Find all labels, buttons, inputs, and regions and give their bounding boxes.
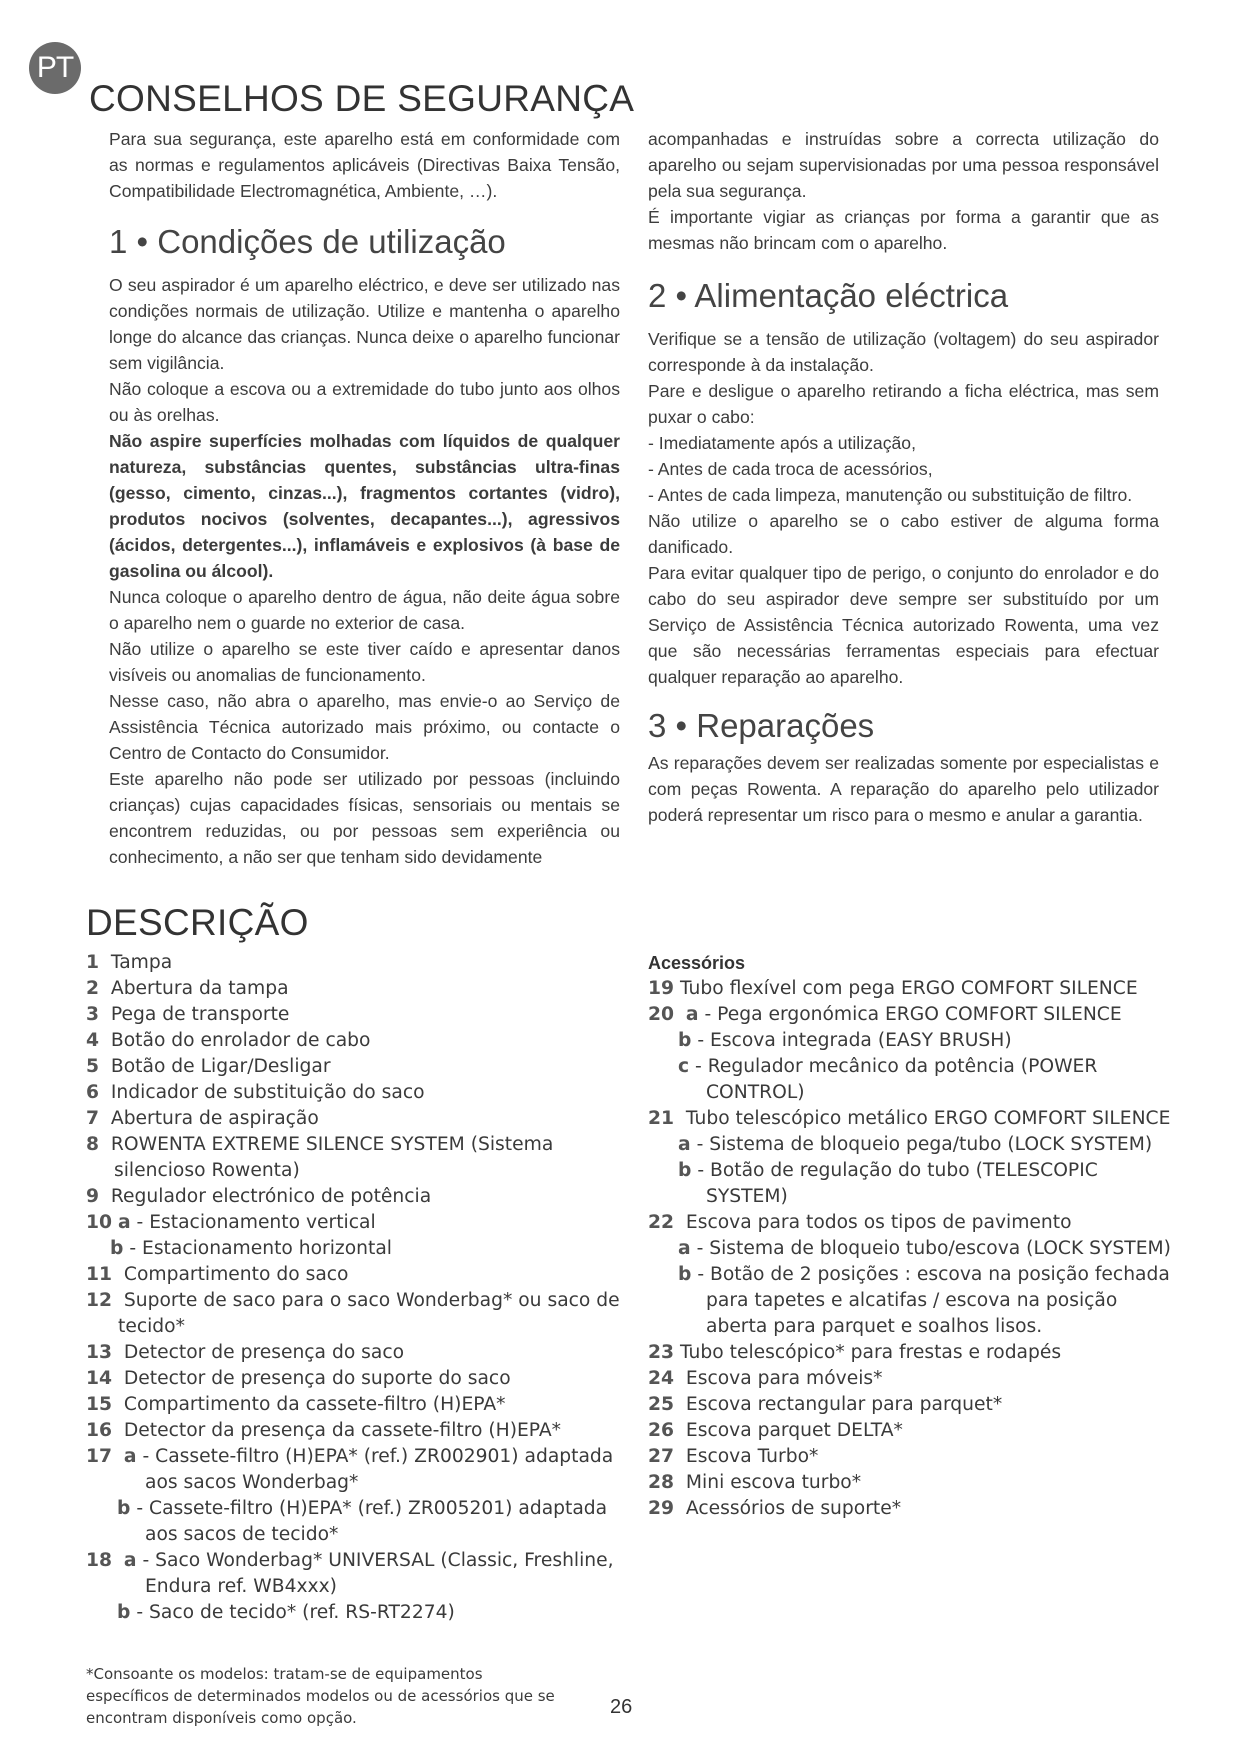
list-item: b - Saco de tecido* (ref. RS-RT2274) bbox=[117, 1602, 455, 1623]
list-item: 16 Detector da presença da cassete-filtro (H)EPA* bbox=[86, 1420, 561, 1441]
list-item: 2 Abertura da tampa bbox=[86, 978, 289, 999]
section-1-title: 1 • Condições de utilização bbox=[109, 223, 506, 260]
s1-warning-paragraph: Não aspire superfícies molhadas com líquidos de qualquer natureza, substâncias quentes, substâncias ultra-finas (gesso, cimento, cinzas...), fragmentos cortantes (vidro), produtos nocivos (solventes, decapantes...), agressivos (ácidos, detergentes...), inflamáveis e explosivos (à base de gasolina ou álcool). bbox=[109, 431, 620, 581]
list-item: 17 a - Cassete-filtro (H)EPA* (ref.) ZR002901) adaptada aos sacos Wonderbag* bbox=[86, 1446, 614, 1493]
list-item: 25 Escova rectangular para parquet* bbox=[648, 1394, 1003, 1415]
s1-paragraph: Não utilize o aparelho se este tiver caído e apresentar danos visíveis ou anomalias de funcionamento. bbox=[109, 639, 620, 685]
list-item: 10 a - Estacionamento vertical bbox=[86, 1212, 376, 1233]
s2-paragraph: Verifique se a tensão de utilização (voltagem) do seu aspirador corresponde à da instalação. bbox=[648, 329, 1159, 375]
language-badge: PT bbox=[29, 42, 81, 94]
s1-paragraph: Nunca coloque o aparelho dentro de água, não deite água sobre o aparelho nem o guarde no exterior de casa. bbox=[109, 587, 620, 633]
s3-paragraph: As reparações devem ser realizadas somente por especialistas e com peças Rowenta. A reparação do aparelho pelo utilizador poderá representar um risco para o mesmo e anular a garantia. bbox=[648, 753, 1159, 825]
accessories-heading: Acessórios bbox=[648, 953, 746, 973]
list-item: b - Botão de 2 posições : escova na posição fechada para tapetes e alcatifas / escova na posição aberta para parquet e soalhos lisos. bbox=[678, 1264, 1170, 1337]
list-item: b - Botão de regulação do tubo (TELESCOPIC SYSTEM) bbox=[678, 1160, 1098, 1207]
s2-paragraph: Pare e desligue o aparelho retirando a ficha eléctrica, mas sem puxar o cabo: bbox=[648, 381, 1159, 427]
description-title: DESCRIÇÃO bbox=[86, 902, 309, 943]
section-2-title: 2 • Alimentação eléctrica bbox=[648, 277, 1009, 314]
list-item: 6 Indicador de substituição do saco bbox=[86, 1082, 425, 1103]
list-item: b - Estacionamento horizontal bbox=[110, 1238, 392, 1259]
list-item: 27 Escova Turbo* bbox=[648, 1446, 819, 1467]
list-item: 7 Abertura de aspiração bbox=[86, 1108, 319, 1129]
safety-title: CONSELHOS DE SEGURANÇA bbox=[89, 78, 635, 119]
s1-paragraph: acompanhadas e instruídas sobre a correcta utilização do aparelho ou sejam supervisionadas por uma pessoa responsável pela sua segurança. bbox=[648, 129, 1159, 201]
description-right-list bbox=[648, 950, 1178, 1522]
list-item: c - Regulador mecânico da potência (POWER CONTROL) bbox=[678, 1056, 1098, 1103]
list-item: 5 Botão de Ligar/Desligar bbox=[86, 1056, 331, 1077]
footnote: *Consoante os modelos: tratam-se de equipamentos específicos de determinados modelos ou de acessórios que se encontram disponíveis como opção. bbox=[86, 1665, 555, 1727]
list-item: 18 a - Saco Wonderbag* UNIVERSAL (Classic, Freshline, Endura ref. WB4xxx) bbox=[86, 1550, 614, 1597]
s2-paragraph: Não utilize o aparelho se o cabo estiver de alguma forma danificado. bbox=[648, 511, 1159, 557]
list-item: 24 Escova para móveis* bbox=[648, 1368, 883, 1389]
list-item: b - Escova integrada (EASY BRUSH) bbox=[678, 1030, 1012, 1051]
list-item: 4 Botão do enrolador de cabo bbox=[86, 1030, 371, 1051]
s2-list-item: - Antes de cada troca de acessórios, bbox=[648, 459, 933, 479]
page-number: 26 bbox=[610, 1696, 633, 1718]
list-item: 8 ROWENTA EXTREME SILENCE SYSTEM (Sistema silencioso Rowenta) bbox=[86, 1134, 554, 1181]
description-left-list bbox=[86, 950, 626, 1626]
list-item: a - Sistema de bloqueio tubo/escova (LOCK SYSTEM) bbox=[678, 1238, 1171, 1259]
list-item: 19 Tubo flexível com pega ERGO COMFORT SILENCE bbox=[648, 978, 1138, 999]
list-item: 13 Detector de presença do saco bbox=[86, 1342, 405, 1363]
list-item: 29 Acessórios de suporte* bbox=[648, 1498, 902, 1519]
list-item: 3 Pega de transporte bbox=[86, 1004, 290, 1025]
safety-right-column bbox=[648, 126, 1159, 828]
s1-paragraph: É importante vigiar as crianças por forma a garantir que as mesmas não brincam com o aparelho. bbox=[648, 207, 1159, 253]
list-item: 11 Compartimento do saco bbox=[86, 1264, 349, 1285]
safety-left-column bbox=[109, 126, 620, 870]
s1-paragraph: Não coloque a escova ou a extremidade do tubo junto aos olhos ou às orelhas. bbox=[109, 379, 620, 425]
list-item: 20 a - Pega ergonómica ERGO COMFORT SILENCE bbox=[648, 1004, 1122, 1025]
s2-paragraph: Para evitar qualquer tipo de perigo, o conjunto do enrolador e do cabo do seu aspirador deve sempre ser substituído por um Serviço de Assistência Técnica autorizado Rowenta, uma vez que são necessárias ferramentas especiais para efectuar qualquer reparação ao aparelho. bbox=[648, 563, 1159, 687]
list-item: 15 Compartimento da cassete-filtro (H)EPA* bbox=[86, 1394, 506, 1415]
s2-list-item: - Antes de cada limpeza, manutenção ou substituição de filtro. bbox=[648, 485, 1133, 505]
list-item: b - Cassete-filtro (H)EPA* (ref.) ZR005201) adaptada aos sacos de tecido* bbox=[117, 1498, 608, 1545]
list-item: 12 Suporte de saco para o saco Wonderbag* ou saco de tecido* bbox=[86, 1290, 620, 1337]
s1-paragraph: Este aparelho não pode ser utilizado por pessoas (incluindo crianças) cujas capacidades físicas, sensoriais ou mentais se encontrem reduzidas, ou por pessoas sem experiência ou conhecimento, a não ser que tenham sido devidamente bbox=[109, 769, 620, 867]
list-item: 28 Mini escova turbo* bbox=[648, 1472, 862, 1493]
list-item: 23 Tubo telescópico* para frestas e rodapés bbox=[648, 1342, 1062, 1363]
list-item: 14 Detector de presença do suporte do saco bbox=[86, 1368, 511, 1389]
list-item: 22 Escova para todos os tipos de pavimento bbox=[648, 1212, 1072, 1233]
safety-intro: Para sua segurança, este aparelho está em conformidade com as normas e regulamentos aplicáveis (Directivas Baixa Tensão, Compatibilidade Electromagnética, Ambiente, …). bbox=[109, 129, 620, 201]
section-3-title: 3 • Reparações bbox=[648, 707, 875, 744]
list-item: 1 Tampa bbox=[86, 952, 173, 973]
s2-list-item: - Imediatamente após a utilização, bbox=[648, 433, 916, 453]
s1-paragraph: Nesse caso, não abra o aparelho, mas envie-o ao Serviço de Assistência Técnica autorizado mais próximo, ou contacte o Centro de Contacto do Consumidor. bbox=[109, 691, 620, 763]
list-item: 26 Escova parquet DELTA* bbox=[648, 1420, 903, 1441]
s1-paragraph: O seu aspirador é um aparelho eléctrico, e deve ser utilizado nas condições normais de utilização. Utilize e mantenha o aparelho longe do alcance das crianças. Nunca deixe o aparelho funcionar sem vigilância. bbox=[109, 275, 620, 373]
list-item: a - Sistema de bloqueio pega/tubo (LOCK SYSTEM) bbox=[678, 1134, 1153, 1155]
list-item: 9 Regulador electrónico de potência bbox=[86, 1186, 432, 1207]
list-item: 21 Tubo telescópico metálico ERGO COMFORT SILENCE bbox=[648, 1108, 1171, 1129]
